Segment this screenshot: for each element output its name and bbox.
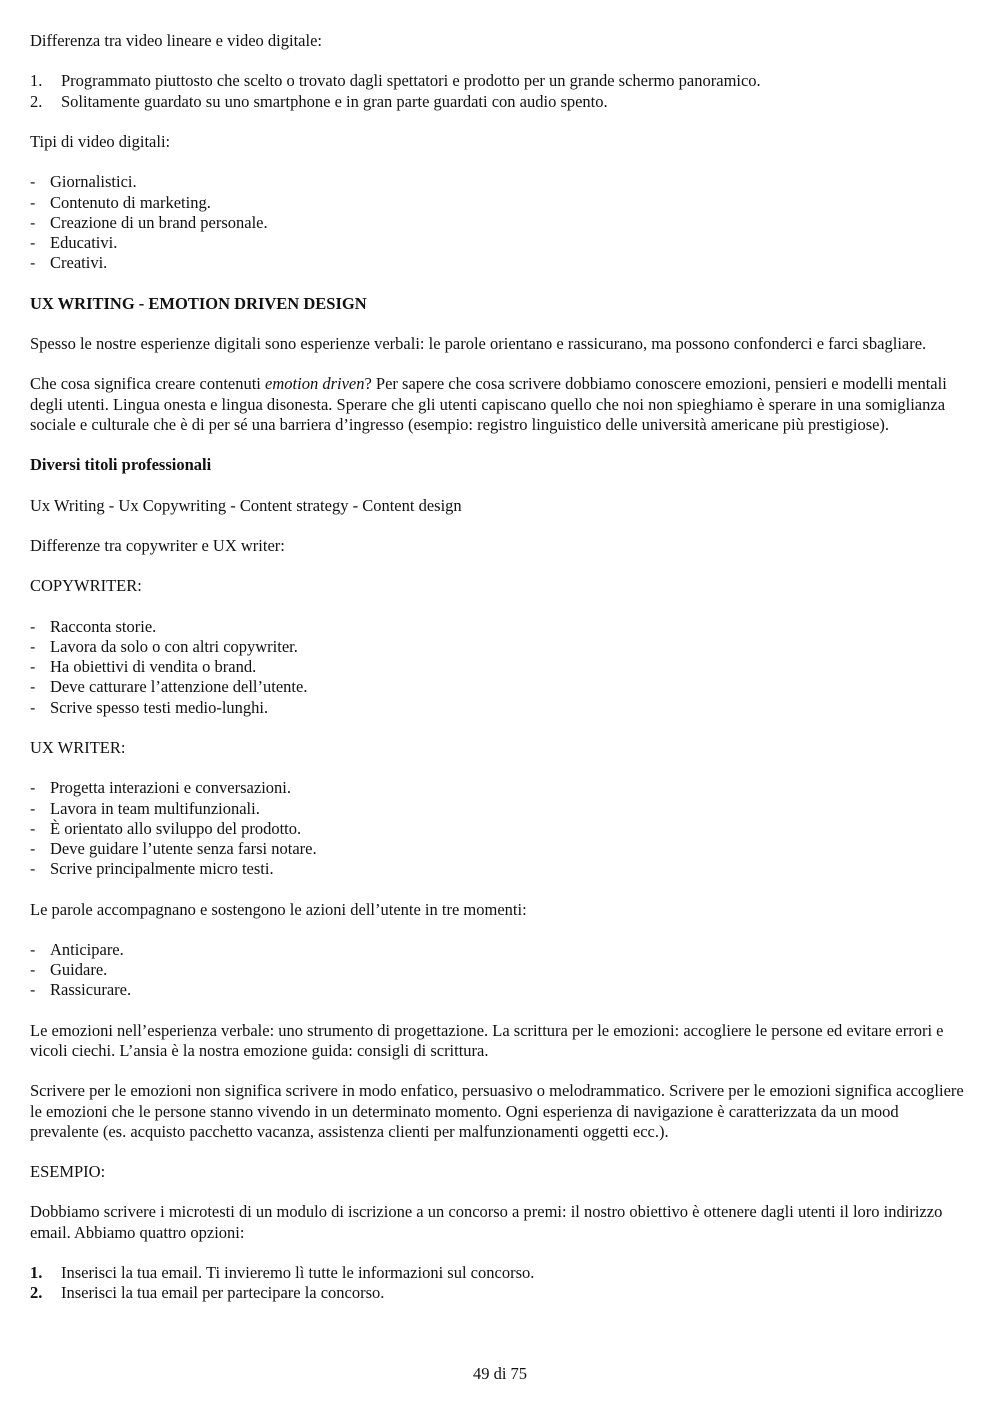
- list-number: 1.: [30, 71, 43, 91]
- dash-bullet: -: [30, 940, 36, 959]
- list-item-text: Racconta storie.: [50, 616, 157, 636]
- list-item: [30, 698, 970, 718]
- list-item-text: Progetta interazioni e conversazioni.: [50, 778, 291, 798]
- emphasis-emotion-driven: emotion driven: [265, 374, 365, 394]
- options-list: [30, 1263, 970, 1303]
- list-item-text: Creazione di un brand personale.: [50, 212, 268, 232]
- dash-bullet: -: [30, 233, 36, 252]
- list-item: [30, 677, 970, 697]
- dash-bullet: -: [30, 698, 36, 717]
- list-item-text: Programmato piuttosto che scelto o trovato dagli spettatori e prodotto per un grande schermo panoramico.: [61, 71, 761, 91]
- list-item-text: Solitamente guardato su uno smartphone e in gran parte guardati con audio spento.: [61, 91, 608, 111]
- list-item: [30, 92, 970, 112]
- list-item-text: Creativi.: [50, 253, 108, 273]
- paragraph-writing-for-emotions: Scrivere per le emozioni non significa scrivere in modo enfatico, persuasivo o melodrammatico. Scrivere per le emozioni significa accogliere le emozioni che le persone stanno vivendo in un determinato momento. Ogni esperienza di navigazione è caratterizzata da un mood prevalente (es. acquisto pacchetto vacanza, assistenza clienti per malfunzionamenti oggetti ecc.).: [30, 1081, 964, 1141]
- list-item-text: Inserisci la tua email. Ti invieremo lì tutte le informazioni sul concorso.: [61, 1263, 535, 1283]
- list-item-text: Inserisci la tua email per partecipare la concorso.: [61, 1283, 385, 1303]
- dash-bullet: -: [30, 173, 36, 192]
- list-item: [30, 637, 970, 657]
- dash-bullet: -: [30, 213, 36, 232]
- list-number: 2.: [30, 1283, 43, 1303]
- list-item: [30, 778, 970, 798]
- paragraph-emotion-driven: [30, 374, 970, 435]
- list-item: [30, 839, 970, 859]
- dash-bullet: -: [30, 779, 36, 798]
- list-item: [30, 960, 970, 980]
- three-moments-intro: Le parole accompagnano e sostengono le azioni dell’utente in tre momenti:: [30, 899, 527, 919]
- page-number: 49 di 75: [472, 1364, 528, 1383]
- dash-bullet: -: [30, 658, 36, 677]
- linear-vs-digital-intro: Differenza tra video lineare e video digitale:: [30, 31, 322, 50]
- dash-bullet: -: [30, 193, 36, 212]
- list-item-text: Scrive spesso testi medio-lunghi.: [50, 697, 269, 717]
- list-item-text: Lavora in team multifunzionali.: [50, 798, 260, 818]
- text-run: ? Per sapere che cosa scrivere dobbiamo conoscere emozioni, pensieri e modelli mentali degli utenti. Lingua onesta e lingua disonesta. Sperare che gli utenti capiscano quello che noi non spieghiamo è sperare in una somiglianza sociale e culturale che è di per sé una barriera d’ingresso (esempio: registro linguistico delle università americane più prestigiose).: [30, 374, 947, 434]
- list-item: [30, 233, 970, 253]
- paragraph-emotions-design: Le emozioni nell’esperienza verbale: uno strumento di progettazione. La scrittura per le emozioni: accogliere le persone ed evitare errori e vicoli ciechi. L’ansia è la nostra emozione guida: consigli di scrittura.: [30, 1020, 944, 1060]
- ux-writer-list: [30, 778, 970, 879]
- list-item: [30, 71, 970, 91]
- text-run: Che cosa significa creare contenuti: [30, 374, 266, 394]
- example-label: ESEMPIO:: [30, 1162, 106, 1182]
- list-item: [30, 980, 970, 1000]
- list-item: [30, 1263, 970, 1283]
- copywriter-list: [30, 617, 970, 718]
- dash-bullet: -: [30, 819, 36, 838]
- list-item-text: Ha obiettivi di vendita o brand.: [50, 657, 257, 677]
- list-item-text: Deve catturare l’attenzione dell’utente.: [50, 677, 308, 697]
- dash-bullet: -: [30, 860, 36, 879]
- list-item: [30, 193, 970, 213]
- linear-vs-digital-list: [30, 71, 970, 111]
- ux-writing-heading: UX WRITING - EMOTION DRIVEN DESIGN: [30, 293, 367, 313]
- professional-titles-heading: Diversi titoli professionali: [30, 455, 212, 475]
- professional-titles-line: Ux Writing - Ux Copywriting - Content strategy - Content design: [30, 495, 462, 515]
- dash-bullet: -: [30, 981, 36, 1000]
- list-item: [30, 617, 970, 637]
- list-item-text: Lavora da solo o con altri copywriter.: [50, 636, 298, 656]
- list-item-text: Deve guidare l’utente senza farsi notare.: [50, 838, 317, 858]
- list-item: [30, 1283, 970, 1303]
- video-types-intro: Tipi di video digitali:: [30, 131, 171, 151]
- dash-bullet: -: [30, 617, 36, 636]
- copywriter-label: COPYWRITER:: [30, 576, 142, 596]
- list-item-text: Rassicurare.: [50, 980, 132, 1000]
- list-item-text: Guidare.: [50, 960, 108, 980]
- paragraph-example: Dobbiamo scrivere i microtesti di un modulo di iscrizione a un concorso a premi: il nostro obiettivo è ottenere dagli utenti il loro indirizzo email. Abbiamo quattro opzioni:: [30, 1202, 943, 1242]
- dash-bullet: -: [30, 839, 36, 858]
- document-page: [30, 31, 970, 1324]
- list-item: [30, 172, 970, 192]
- video-types-list: [30, 172, 970, 273]
- list-item: [30, 657, 970, 677]
- dash-bullet: -: [30, 637, 36, 656]
- list-item: [30, 253, 970, 273]
- list-item-text: Giornalistici.: [50, 172, 137, 192]
- list-number: 1.: [30, 1263, 43, 1283]
- differences-intro: Differenze tra copywriter e UX writer:: [30, 535, 285, 555]
- ux-writer-label: UX WRITER:: [30, 737, 126, 757]
- dash-bullet: -: [30, 799, 36, 818]
- paragraph-verbal-experiences: Spesso le nostre esperienze digitali sono esperienze verbali: le parole orientano e rassicurano, ma possono confonderci e farci sbagliare.: [30, 333, 927, 353]
- list-number: 2.: [30, 91, 43, 111]
- list-item: [30, 213, 970, 233]
- list-item-text: Educativi.: [50, 232, 118, 252]
- dash-bullet: -: [30, 678, 36, 697]
- list-item: [30, 940, 970, 960]
- list-item-text: Contenuto di marketing.: [50, 192, 211, 212]
- dash-bullet: -: [30, 254, 36, 273]
- list-item-text: Scrive principalmente micro testi.: [50, 859, 274, 879]
- three-moments-list: [30, 940, 970, 1001]
- list-item-text: Anticipare.: [50, 939, 124, 959]
- list-item-text: È orientato allo sviluppo del prodotto.: [50, 818, 302, 838]
- dash-bullet: -: [30, 961, 36, 980]
- list-item: [30, 819, 970, 839]
- list-item: [30, 859, 970, 879]
- list-item: [30, 799, 970, 819]
